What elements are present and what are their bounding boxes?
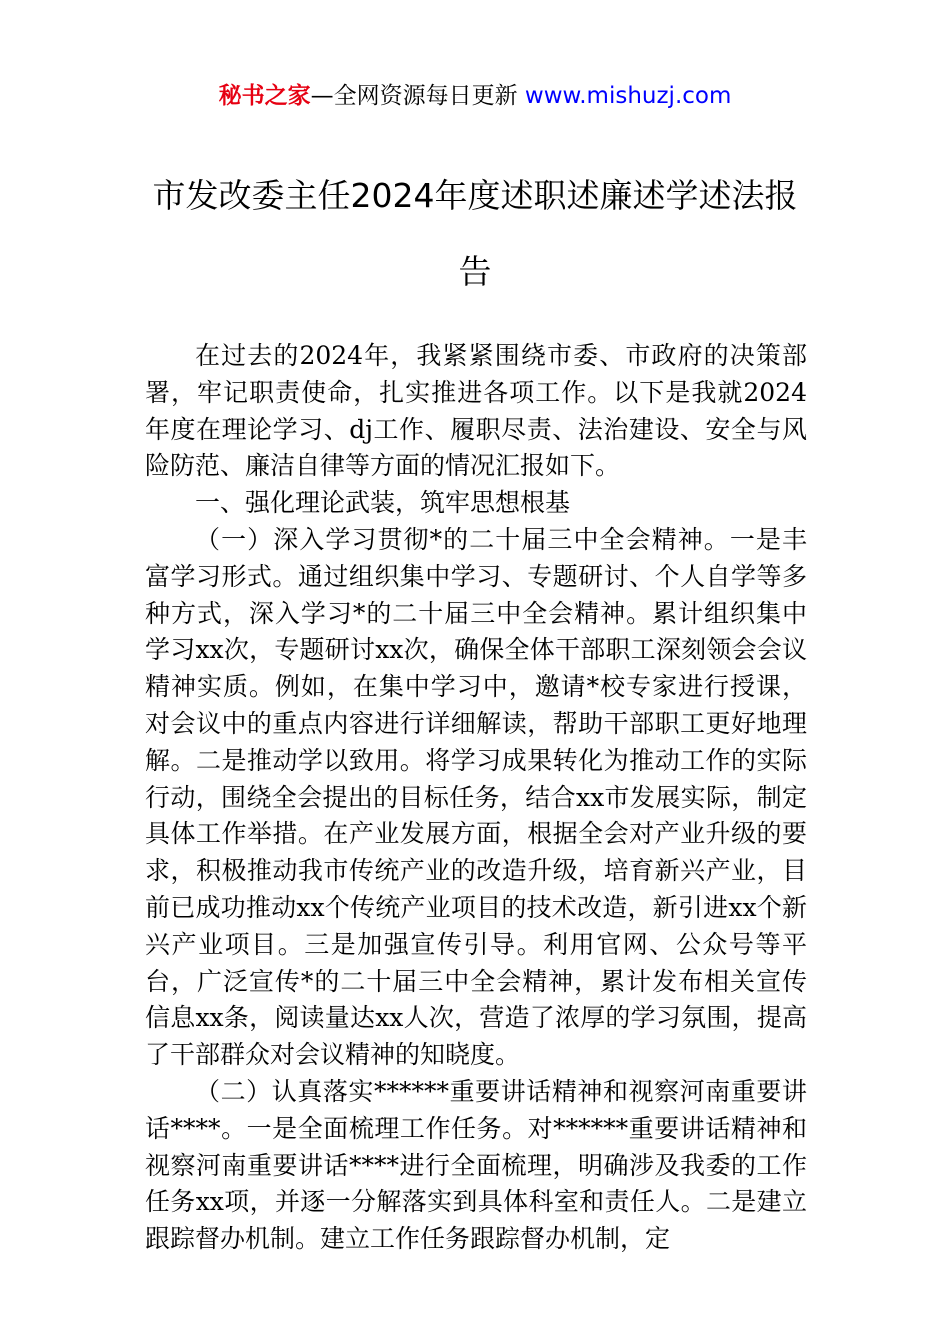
- section-heading: 一、强化理论武装，筑牢思想根基: [195, 488, 571, 518]
- body-paragraph: （二）认真落实******重要讲话精神和视察河南重要讲话****。一是全面梳理工作任务。对******重要讲话精神和视察河南重要讲话****进行全面梳理，明确涉及我委的工作任务xx项，并逐一分解落实到具体科室和责任人。二是建立跟踪督办机制。建立工作任务跟踪督办机制，定: [145, 1076, 807, 1254]
- site-brand: 秘书之家: [218, 83, 311, 109]
- intro-paragraph: 在过去的2024年，我紧紧围绕市委、市政府的决策部署，牢记职责使命，扎实推进各项工作。以下是我就2024年度在理论学习、dj工作、履职尽责、法治建设、安全与风险防范、廉洁自律等方面的情况汇报如下。: [145, 341, 807, 481]
- site-header: [0, 80, 950, 112]
- site-url-link[interactable]: www.mishuzj.com: [524, 83, 732, 109]
- body-paragraph: （一）深入学习贯彻*的二十届三中全会精神。一是丰富学习形式。通过组织集中学习、专题研讨、个人自学等多种方式，深入学习*的二十届三中全会精神。累计组织集中学习xx次，专题研讨xx次，确保全体干部职工深刻领会会议精神实质。例如，在集中学习中，邀请*校专家进行授课，对会议中的重点内容进行详细解读，帮助干部职工更好地理解。二是推动学以致用。将学习成果转化为推动工作的实际行动，围绕全会提出的目标任务，结合xx市发展实际，制定具体工作举措。在产业发展方面，根据全会对产业升级的要求，积极推动我市传统产业的改造升级，培育新兴产业，目前已成功推动xx个传统产业项目的技术改造，新引进xx个新兴产业项目。三是加强宣传引导。利用官网、公众号等平台，广泛宣传*的二十届三中全会精神，累计发布相关宣传信息xx条，阅读量达xx人次，营造了浓厚的学习氛围，提高了干部群众对会议精神的知晓度。: [145, 524, 807, 1070]
- document-body: [145, 338, 807, 1258]
- document-title: 市发改委主任2024年度述职述廉述学述法报告: [152, 176, 798, 291]
- site-tagline: —全网资源每日更新: [310, 83, 518, 109]
